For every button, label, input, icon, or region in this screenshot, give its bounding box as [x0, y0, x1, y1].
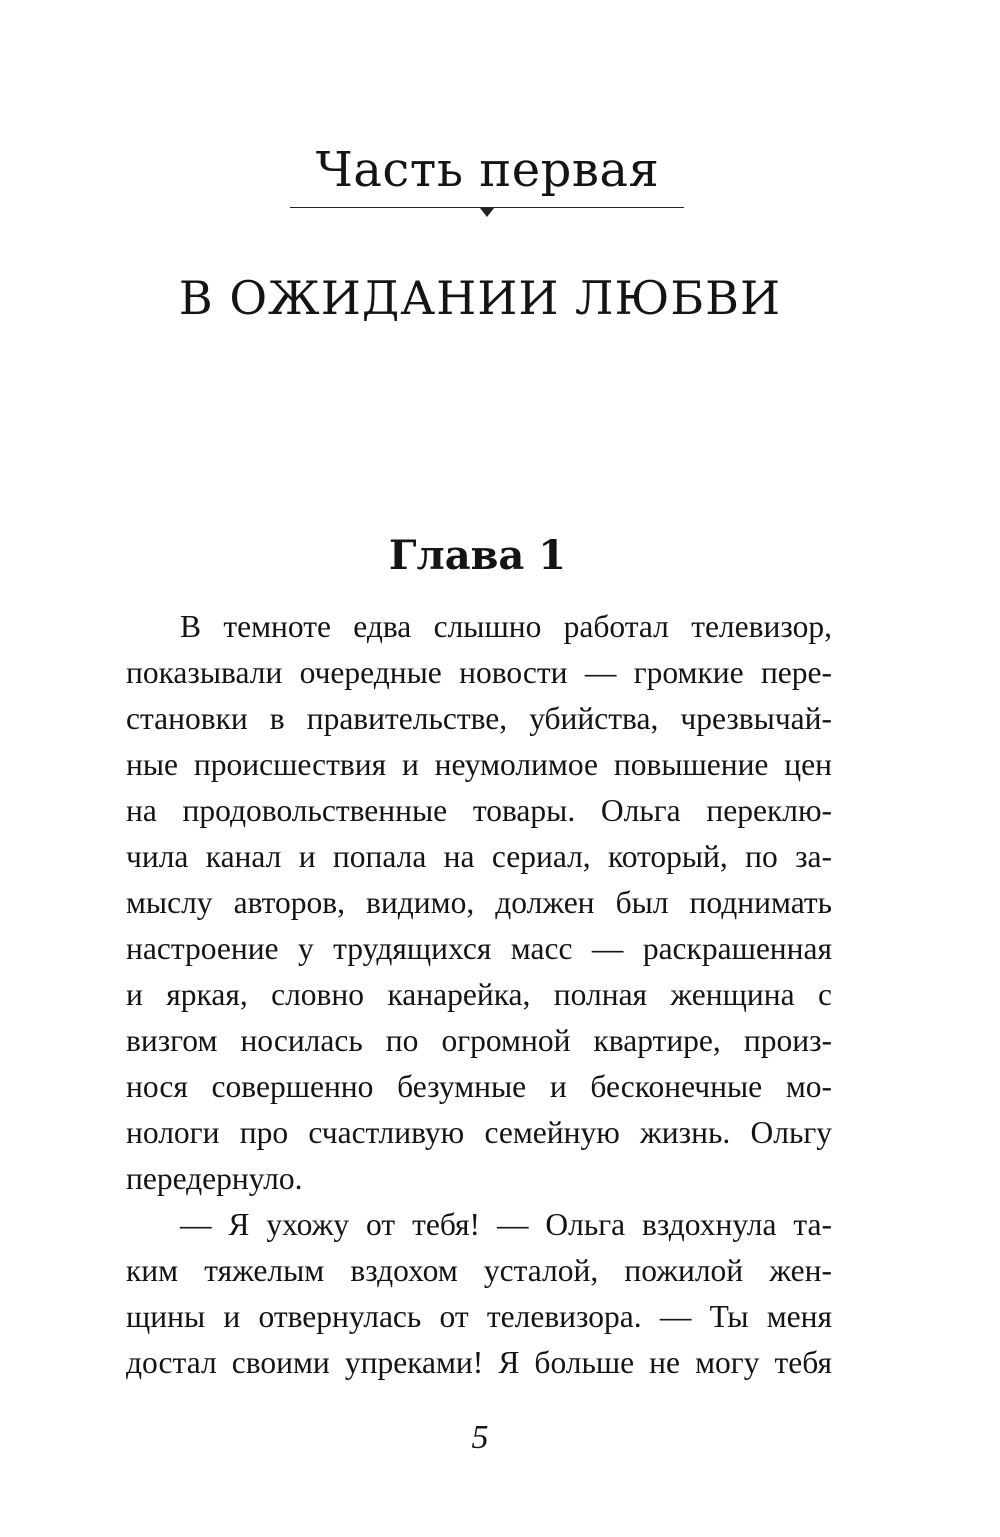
- divider-arrow-icon: [480, 208, 494, 217]
- text-line: и яркая, словно канарейка, полная женщина с: [126, 977, 832, 1012]
- chapter-body: [126, 604, 832, 1386]
- text-line: показывали очередные новости — громкие пере-: [126, 655, 832, 690]
- text-line: нося совершенно безумные и бесконечные мо-: [126, 1069, 832, 1104]
- text-line: — Я ухожу от тебя! — Ольга вздохнула та-: [180, 1207, 832, 1242]
- text-line: настроение у трудящихся масс — раскрашенная: [126, 931, 832, 966]
- text-line: чила канал и попала на сериал, который, по за-: [126, 839, 832, 874]
- part-title: Часть первая: [315, 142, 660, 198]
- text-line: передернуло.: [126, 1161, 303, 1196]
- text-line: ные происшествия и неумолимое повышение цен: [126, 747, 832, 782]
- text-line: достал своими упреками! Я больше не могу тебя: [126, 1345, 832, 1380]
- text-line: нологи про счастливую семейную жизнь. Ольгу: [126, 1115, 832, 1150]
- text-line: мыслу авторов, видимо, должен был поднимать: [126, 885, 832, 920]
- text-line: ким тяжелым вздохом усталой, пожилой жен-: [126, 1253, 832, 1288]
- text-line: становки в правительстве, убийства, чрезвычай-: [126, 701, 832, 736]
- page-number: 5: [471, 1419, 489, 1456]
- text-line: В темноте едва слышно работал телевизор,: [180, 609, 832, 644]
- text-line: на продовольственные товары. Ольга переклю-: [126, 793, 832, 828]
- text-line: щины и отвернулась от телевизора. — Ты меня: [126, 1299, 832, 1334]
- chapter-title: Глава 1: [388, 532, 567, 579]
- text-line: визгом носилась по огромной квартире, произ-: [126, 1023, 832, 1058]
- section-title: В ОЖИДАНИИ ЛЮБВИ: [178, 271, 782, 325]
